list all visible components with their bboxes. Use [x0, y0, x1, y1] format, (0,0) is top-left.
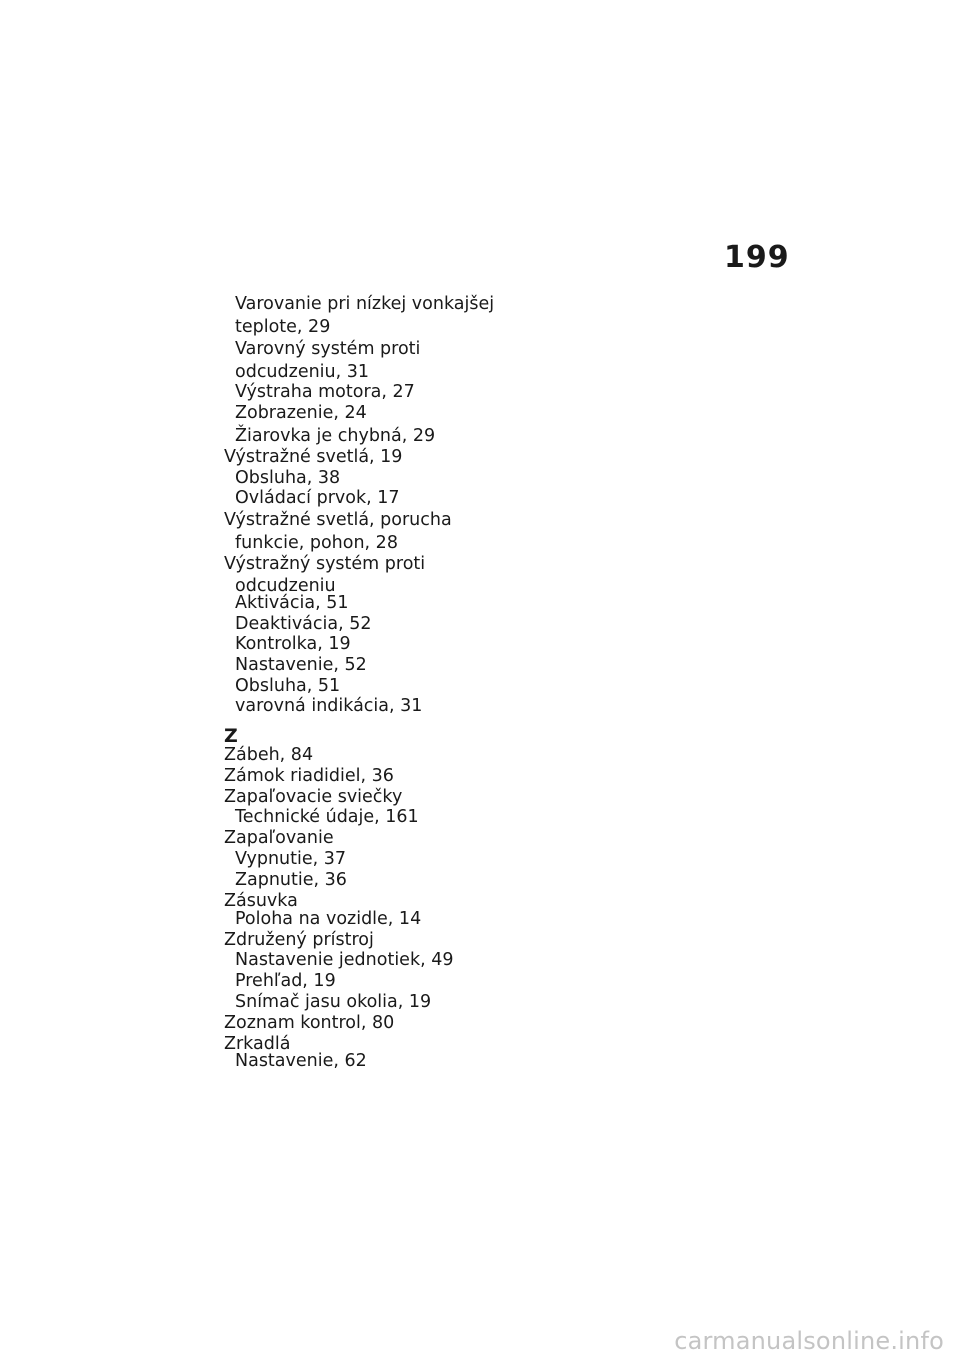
index-subentry: Obsluha, 38: [235, 468, 341, 488]
index-entry-continuation: funkcie, pohon, 28: [235, 533, 398, 553]
index-subentry: Zobrazenie, 24: [235, 403, 367, 423]
index-subentry: Ovládací prvok, 17: [235, 488, 400, 508]
index-entry: Výstražný systém proti: [224, 554, 426, 574]
index-subentry: Vypnutie, 37: [235, 849, 347, 869]
index-subentry-continuation: odcudzeniu, 31: [235, 362, 370, 382]
index-subentry: Poloha na vozidle, 14: [235, 909, 422, 929]
index-subentry: Nastavenie, 52: [235, 655, 367, 675]
index-subentry: Technické údaje, 161: [235, 807, 419, 827]
index-subentry: Zapnutie, 36: [235, 870, 347, 890]
index-subentry: Obsluha, 51: [235, 676, 341, 696]
index-subentry: Výstraha motora, 27: [235, 382, 415, 402]
index-entry: Zapaľovacie sviečky: [224, 787, 403, 807]
index-entry-continuation: odcudzeniu: [235, 576, 336, 596]
index-subentry: Aktivácia, 51: [235, 593, 349, 613]
index-entry: Zásuvka: [224, 891, 298, 911]
index-subentry: Kontrolka, 19: [235, 634, 351, 654]
index-entry: Výstražné svetlá, 19: [224, 447, 403, 467]
index-entry: Zábeh, 84: [224, 745, 314, 765]
page-number: 199: [724, 240, 790, 275]
index-subentry: Varovný systém proti: [235, 339, 421, 359]
index-subentry: Nastavenie jednotiek, 49: [235, 950, 454, 970]
watermark: carmanualsonline.info: [674, 1327, 944, 1355]
index-subentry: Varovanie pri nízkej vonkajšej: [235, 294, 495, 314]
index-entry: Združený prístroj: [224, 930, 374, 950]
index-entry: Zapaľovanie: [224, 828, 334, 848]
index-subentry: Snímač jasu okolia, 19: [235, 992, 432, 1012]
index-subentry: Nastavenie, 62: [235, 1051, 367, 1071]
index-subentry: Žiarovka je chybná, 29: [235, 426, 436, 446]
index-subentry: varovná indikácia, 31: [235, 696, 423, 716]
index-entry: Zrkadlá: [224, 1034, 291, 1054]
index-entry: Výstražné svetlá, porucha: [224, 510, 452, 530]
index-subentry: Prehľad, 19: [235, 971, 336, 991]
index-letter-heading: Z: [224, 725, 238, 747]
index-entry: Zámok riadidiel, 36: [224, 766, 394, 786]
index-subentry-continuation: teplote, 29: [235, 317, 331, 337]
index-subentry: Deaktivácia, 52: [235, 614, 372, 634]
index-entry: Zoznam kontrol, 80: [224, 1013, 395, 1033]
